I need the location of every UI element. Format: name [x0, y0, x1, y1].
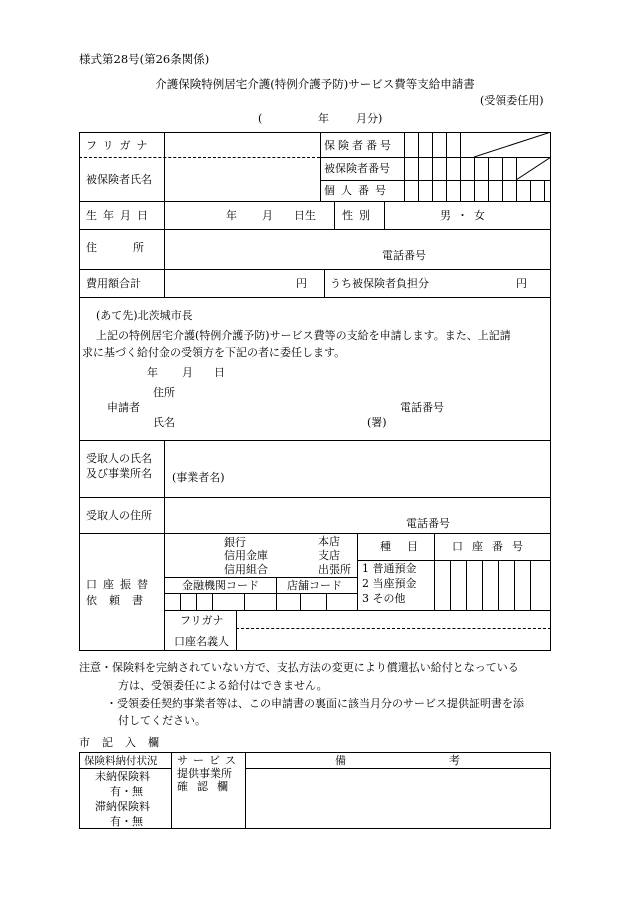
period-month: 月分) [356, 112, 383, 125]
form-number: 様式第28号(第26条関係) [79, 52, 210, 66]
recipient-name-label-2: 及び事業所名 [86, 467, 152, 480]
unpaid-premium-label: 未納保険料 [95, 770, 150, 783]
insured-name-label: 被保険者氏名 [86, 173, 152, 186]
account-kind-label: 種目 [380, 540, 434, 553]
note-1a: 注意・保険料を完納されていない方で、支払方法の変更により償還払い給付となっている [79, 661, 519, 674]
gender-options[interactable]: 男・女 [440, 209, 491, 222]
applicant-address-label: 住所 [153, 386, 175, 399]
address-phone-label: 電話番号 [382, 249, 426, 262]
holder-furigana-label: フリガナ [180, 614, 224, 627]
recipient-address-label: 受取人の住所 [86, 509, 152, 522]
note-1b: 方は、受領委任による給付はできません。 [118, 679, 328, 692]
cost-total-yen: 円 [296, 277, 307, 290]
form-title: 介護保険特例居宅介護(特例介護予防)サービス費等支給申請書 [155, 77, 475, 91]
bank-type-kumiai: 信用組合 [224, 563, 268, 576]
unpaid-premium-options[interactable]: 有・無 [110, 785, 143, 798]
addressee: (あて先)北茨城市長 [96, 309, 193, 322]
self-burden-yen: 円 [516, 277, 527, 290]
remarks-label-2: 考 [449, 754, 460, 767]
period-year: 年 [318, 112, 329, 125]
bank-code-label: 金融機関コード [182, 579, 259, 592]
applicant-label: 申請者 [107, 401, 140, 414]
self-burden-label: うち被保険者負担分 [330, 277, 429, 290]
account-no-label: 口座番号 [452, 540, 532, 553]
birth-day-unit: 日生 [294, 209, 316, 222]
kind-other[interactable]: 3 その他 [362, 592, 406, 605]
declaration-day: 日 [214, 366, 225, 379]
service-label-3: 確認欄 [177, 780, 237, 793]
recipient-name-label-1: 受取人の氏名 [86, 452, 152, 465]
branch-office: 出張所 [318, 563, 351, 576]
premium-status-label: 保険料納付状況 [84, 755, 158, 767]
service-label-1: サービス [177, 754, 241, 767]
bank-label-2: 依頼書 [86, 594, 155, 607]
period-open: ( [258, 112, 263, 125]
overdue-premium-options[interactable]: 有・無 [110, 815, 143, 828]
form-subtitle: (受領委任用) [480, 94, 544, 107]
kind-current[interactable]: 2 当座預金 [362, 577, 417, 590]
city-section-heading: 市記入欄 [79, 736, 171, 749]
insurer-no-label: 保険者番号 [324, 139, 394, 152]
insured-no-label: 被保険者番号 [324, 162, 390, 175]
branch-main: 本店 [318, 535, 340, 548]
note-2b: 付してください。 [118, 714, 206, 727]
gender-label: 性別 [342, 209, 376, 222]
declaration-year: 年 [147, 366, 158, 379]
birth-month-unit: 月 [262, 209, 273, 222]
recipient-phone-label: 電話番号 [406, 517, 450, 530]
declaration-line-2: 求に基づく給付金の受領方を下記の者に委任します。 [82, 346, 346, 359]
signature-mark: (署) [367, 416, 387, 429]
applicant-name-label: 氏名 [153, 416, 175, 429]
declaration-line-1: 上記の特例居宅介護(特例介護予防)サービス費等の支給を申請します。また、上記請 [96, 329, 511, 342]
furigana-label: フリガナ [86, 139, 154, 152]
cost-total-label: 費用額合計 [86, 277, 141, 290]
bank-type-shinkin: 信用金庫 [224, 549, 268, 562]
bank-label-1: 口座振替 [86, 578, 154, 591]
account-holder-label: 口座名義人 [174, 635, 229, 648]
remarks-label-1: 備 [335, 754, 346, 767]
note-2a: ・受領委任契約事業者等は、この申請書の裏面に該当月分のサービス提供証明書を添 [106, 697, 524, 710]
applicant-phone-label: 電話番号 [400, 401, 444, 414]
birthdate-label: 生年月日 [86, 209, 154, 222]
address-label: 住所 [86, 241, 180, 254]
diagonal-slash-marks [474, 132, 551, 180]
branch-code-label: 店舗コード [287, 579, 342, 592]
business-name-label: (事業者名) [172, 471, 225, 484]
bank-type-bank: 銀行 [224, 536, 246, 549]
birth-year-unit: 年 [226, 209, 237, 222]
personal-no-label: 個人番号 [324, 184, 392, 197]
service-label-2: 提供事業所 [177, 767, 232, 780]
overdue-premium-label: 滞納保険料 [95, 800, 150, 813]
declaration-month: 月 [182, 366, 193, 379]
kind-ordinary[interactable]: 1 普通預金 [362, 562, 417, 575]
branch-branch: 支店 [318, 549, 340, 562]
